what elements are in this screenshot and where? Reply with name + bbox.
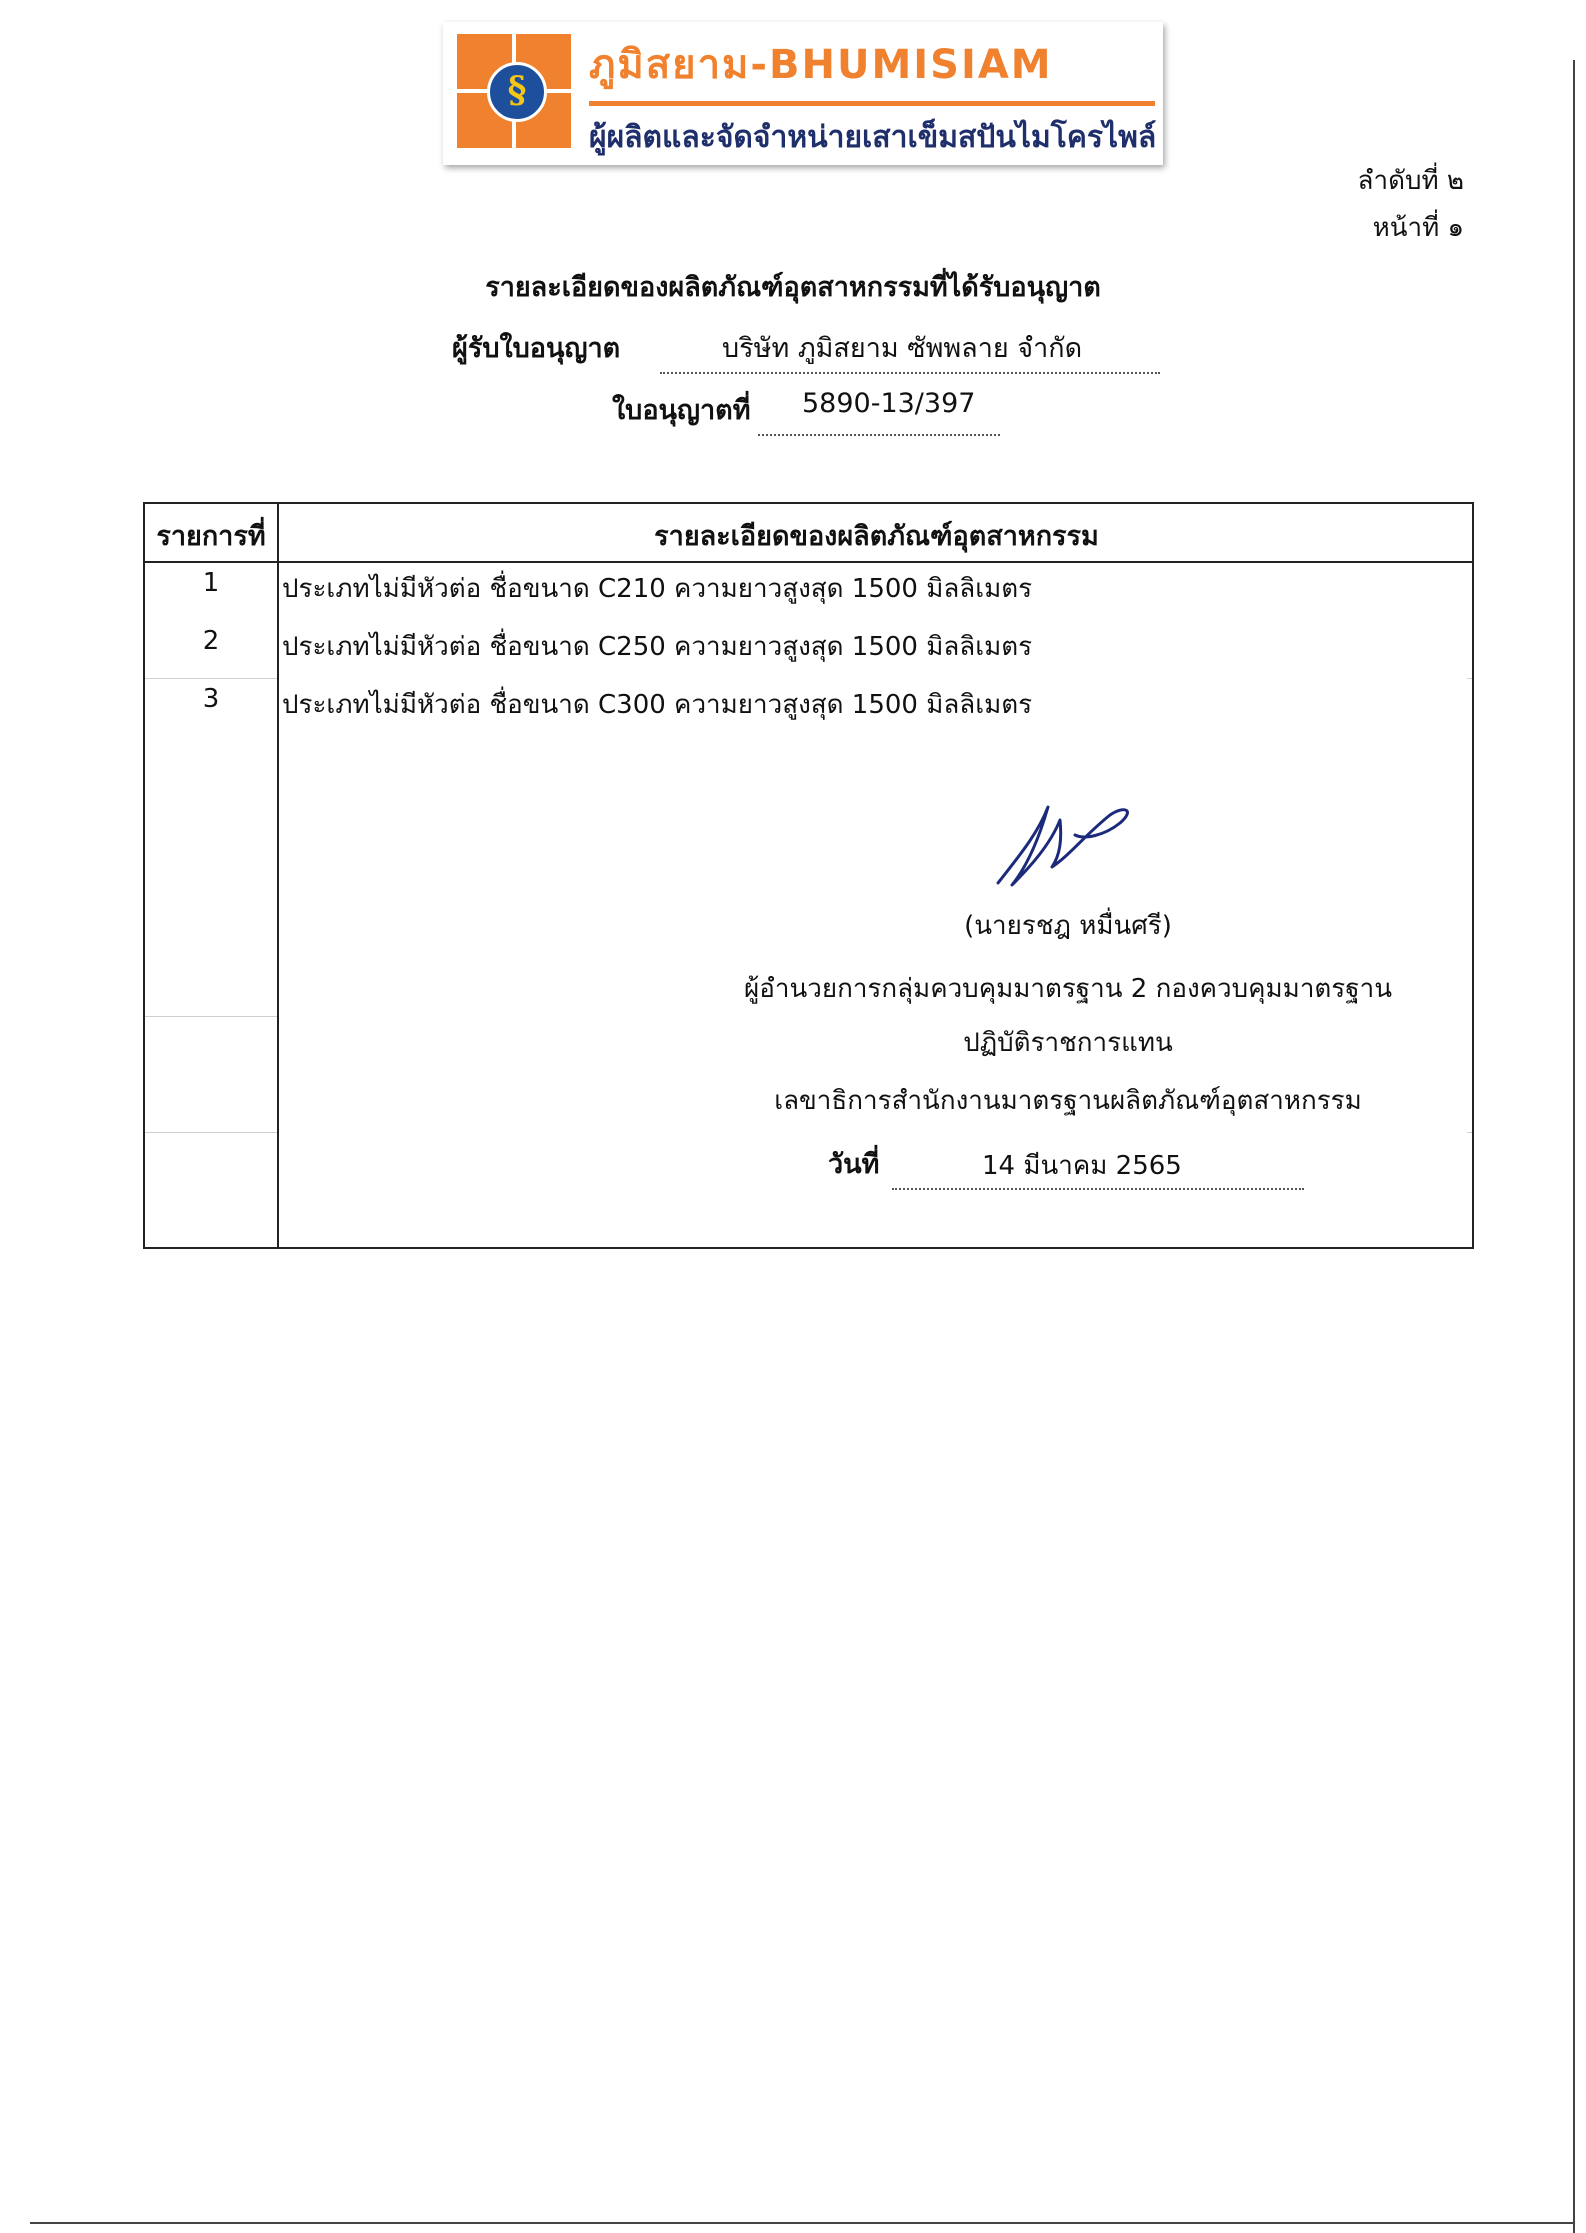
logo-subtitle: ผู้ผลิตและจัดจำหน่ายเสาเข็มสปันไมโครไพล์	[589, 120, 1157, 155]
date-dotted-line	[892, 1188, 1304, 1190]
logo-tiles	[457, 34, 571, 148]
signatory-acting: ปฏิบัติราชการแทน	[963, 1028, 1173, 1058]
page-edge-right	[1573, 60, 1575, 2233]
licensee-label: ผู้รับใบอนุญาต	[452, 333, 621, 364]
order-number: ลำดับที่ ๒	[1357, 166, 1464, 196]
table-row	[145, 684, 1472, 742]
licensee-dotted-line	[660, 372, 1160, 374]
table-row-guide	[145, 1132, 277, 1133]
signatory-office: เลขาธิการสำนักงานมาตรฐานผลิตภัณฑ์อุตสาหกรรม	[774, 1086, 1362, 1116]
logo-title: ภูมิสยาม-BHUMISIAM	[589, 42, 1053, 88]
page-number: หน้าที่ ๑	[1372, 213, 1464, 243]
signature-stroke	[998, 807, 1127, 885]
signatory-name: (นายรชฎ หมื่นศรี)	[964, 911, 1172, 941]
row-number: 1	[202, 568, 220, 598]
signature-image	[990, 795, 1140, 890]
page-edge-bottom	[30, 2222, 1575, 2224]
logo-divider	[589, 101, 1155, 106]
row-number: 3	[202, 684, 220, 714]
row-number: 2	[202, 626, 220, 656]
logo-emblem-icon: §	[487, 62, 547, 122]
date-label: วันที่	[828, 1149, 880, 1180]
table-row-guide	[1467, 1132, 1472, 1133]
licensee-value: บริษัท ภูมิสยาม ซัพพลาย จำกัด	[722, 333, 1083, 364]
date-value: 14 มีนาคม 2565	[982, 1151, 1182, 1181]
document-title: รายละเอียดของผลิตภัณฑ์อุตสาหกรรมที่ได้รับอนุญาต	[485, 272, 1101, 303]
table-header-detail: รายละเอียดของผลิตภัณฑ์อุตสาหกรรม	[654, 521, 1099, 552]
signatory-position: ผู้อำนวยการกลุ่มควบคุมมาตรฐาน 2 กองควบคุมมาตรฐาน	[744, 974, 1392, 1004]
company-logo-banner	[443, 22, 1163, 165]
row-description: ประเภทไม่มีหัวต่อ ชื่อขนาด C300 ความยาวสูงสุด 1500 มิลลิเมตร	[282, 690, 1033, 720]
license-number-label: ใบอนุญาตที่	[612, 395, 751, 426]
table-header-item-no: รายการที่	[156, 521, 266, 552]
product-table	[143, 502, 1474, 1249]
license-number-dotted-line	[758, 434, 1000, 436]
table-row	[145, 568, 1472, 626]
table-row-guide	[145, 1016, 277, 1017]
license-number-value: 5890-13/397	[802, 388, 976, 419]
row-description: ประเภทไม่มีหัวต่อ ชื่อขนาด C250 ความยาวสูงสุด 1500 มิลลิเมตร	[282, 632, 1033, 662]
table-header-divider	[145, 561, 1472, 563]
row-description: ประเภทไม่มีหัวต่อ ชื่อขนาด C210 ความยาวสูงสุด 1500 มิลลิเมตร	[282, 574, 1033, 604]
table-row	[145, 626, 1472, 684]
